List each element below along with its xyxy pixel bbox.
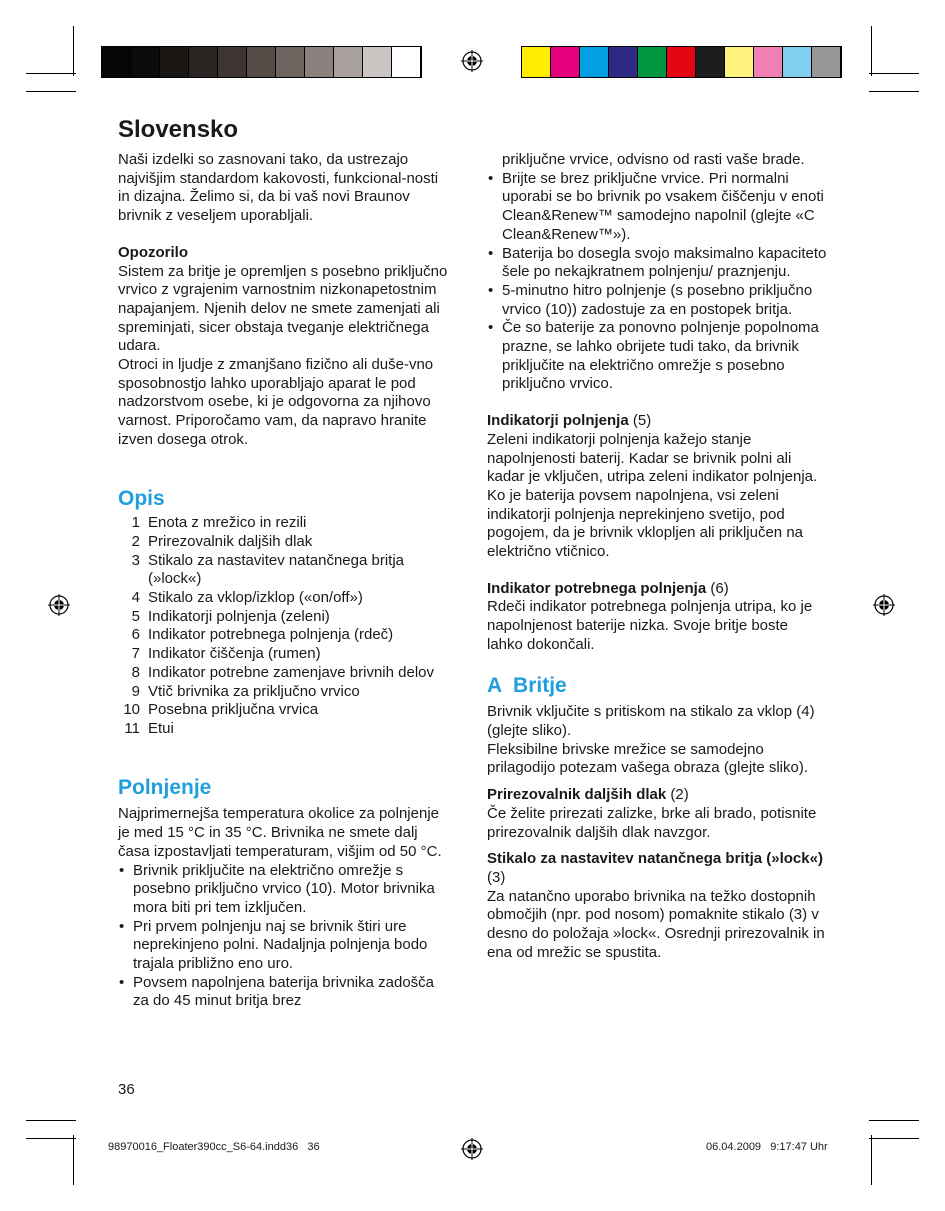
lock-text: Za natančno uporabo brivnika na težko dostopnih območjih (npr. pod nosom) pomaknite stikalo (3) v desno do položaja »lock«. Osrednji prirezovalnik in ena od mrežic se spustita. — [487, 887, 825, 961]
list-item-number: 7 — [131, 645, 140, 663]
charge-indicator-ref: (5) — [628, 412, 652, 430]
color-swatch — [696, 47, 725, 77]
lock-ref: (3) — [487, 868, 506, 886]
list-item: • 5-minutno hitro polnjenje (s posebno priključno vrvico (10)) zadostuje za en postopek britja. — [487, 282, 827, 319]
color-swatch — [189, 47, 218, 77]
trimmer-ref: (2) — [666, 786, 689, 804]
color-swatch — [160, 47, 189, 77]
list-item-text: Indikator potrebnega polnjenja (rdeč) — [148, 626, 394, 644]
crop-mark — [869, 91, 919, 92]
color-swatch — [334, 47, 363, 77]
crop-mark — [26, 73, 76, 74]
section-heading-opis: Opis — [118, 486, 165, 510]
color-swatch — [551, 47, 580, 77]
trimmer-text: Če želite prirezati zalizke, brke ali brado, potisnite prirezovalnik daljših dlak navzgor. — [487, 804, 817, 841]
shaving-text: Brivnik vključite s pritiskom na stikalo za vklop (4) (glejte sliko). — [487, 703, 815, 739]
list-item-text: Stikalo za nastavitev natančnega britja (»lock«) — [148, 551, 404, 588]
right-column — [487, 151, 827, 962]
color-swatch — [276, 47, 305, 77]
crop-mark — [871, 26, 872, 76]
registration-mark-icon — [48, 594, 70, 616]
crop-mark — [869, 73, 919, 74]
crop-mark — [26, 1120, 76, 1121]
crop-mark — [73, 1135, 74, 1185]
low-charge-heading — [487, 580, 827, 599]
charge-indicator-title: Indikatorji polnjenja — [487, 412, 629, 430]
list-item-number: 4 — [131, 589, 140, 607]
list-item-text: Posebna priključna vrvica — [148, 701, 319, 719]
color-swatch — [754, 47, 783, 77]
page-number: 36 — [118, 1081, 135, 1098]
print-timestamp: 06.04.2009 9:17:47 Uhr — [706, 1141, 828, 1153]
low-charge-ref: (6) — [706, 579, 729, 597]
list-item-number: 2 — [131, 532, 140, 550]
page-title: Slovensko — [118, 116, 239, 143]
lock-title: Stikalo za nastavitev natančnega britja (»lock«) — [487, 850, 823, 868]
list-item-text: Indikator potrebne zamenjave brivnih delov — [148, 663, 435, 681]
list-item-text: Vtič brivnika za priključno vrvico — [148, 682, 360, 700]
list-item: • Povsem napolnjena baterija brivnika zadošča za do 45 minut britja brez — [118, 974, 448, 1011]
warning-paragraph: Sistem za britje je opremljen s posebno priključno vrvico z vgrajenim varnostnim nizkonapetostnim napajanjem. Njenih delov ne smete zamenjati ali spreminjati, sicer obstaja tveganje električnega udara. — [118, 262, 448, 355]
color-swatch — [363, 47, 392, 77]
list-item-text: Stikalo za vklop/izklop («on/off») — [148, 589, 363, 607]
file-info: 98970016_Floater390cc_S6-64.indd36 36 — [108, 1141, 320, 1153]
list-item — [118, 552, 448, 589]
warning-paragraph-children: Otroci in ljudje z zmanjšano fizično ali duše-vno sposobnostjo lahko uporabljajo aparat le pod nadzorstvom osebe, ki je odgovorna za njihovo varnost. Priporočamo vam, da napravo hranite izven dosega otrok. — [118, 356, 434, 448]
list-item — [118, 645, 448, 664]
crop-mark — [871, 1135, 872, 1185]
charging-bullet-list-continued — [487, 170, 827, 394]
lock-heading — [487, 850, 827, 887]
intro-paragraph: Naši izdelki so zasnovani tako, da ustrezajo najvišjim standardom kakovosti, funkcional-nosti in dizajna. Želimo si, da bi vaš novi Braunov brivnik z veseljem uporabljali. — [118, 151, 439, 225]
list-item — [118, 664, 448, 683]
crop-mark — [869, 1120, 919, 1121]
color-swatch — [102, 47, 131, 77]
list-item-number: 9 — [131, 682, 140, 700]
list-item-number: 3 — [131, 551, 140, 569]
list-item-number: 6 — [131, 626, 140, 644]
registration-mark-icon — [461, 1138, 483, 1160]
list-item — [118, 720, 448, 739]
continuation-text: priključne vrvice, odvisno od rasti vaše brade. — [502, 151, 805, 168]
registration-mark-icon — [461, 50, 483, 72]
left-column — [118, 151, 448, 1011]
color-swatch — [247, 47, 276, 77]
list-item-number: 10 — [123, 701, 140, 719]
list-item — [118, 683, 448, 702]
list-item — [118, 514, 448, 533]
list-item-number: 11 — [124, 719, 140, 737]
color-calibration-bar — [521, 46, 842, 78]
list-item: • Brivnik priključite na električno omrežje s posebno priključno vrvico (10). Motor brivnika mora biti pri tem izključen. — [118, 862, 448, 918]
list-item-text: Prirezovalnik daljših dlak — [148, 532, 313, 550]
list-item — [118, 589, 448, 608]
list-item — [118, 533, 448, 552]
list-item — [118, 626, 448, 645]
color-swatch — [783, 47, 812, 77]
charging-bullet-list — [118, 862, 448, 1012]
list-item-number: 8 — [131, 663, 140, 681]
color-swatch — [725, 47, 754, 77]
color-swatch — [667, 47, 696, 77]
trimmer-heading — [487, 786, 827, 805]
color-swatch — [522, 47, 551, 77]
color-swatch — [609, 47, 638, 77]
registration-mark-icon — [873, 594, 895, 616]
list-item — [118, 701, 448, 720]
gray-calibration-bar — [101, 46, 422, 78]
warning-heading: Opozorilo — [118, 243, 188, 261]
list-item-number: 5 — [131, 607, 140, 625]
list-item-number: 1 — [131, 514, 140, 532]
list-item: • Baterija bo dosegla svojo maksimalno kapaciteto šele po nekajkratnem polnjenju/ praznjenju. — [487, 245, 827, 282]
color-swatch — [812, 47, 841, 77]
crop-mark — [26, 1138, 76, 1139]
shaving-text-foils: Fleksibilne brivske mrežice se samodejno prilagodijo potezam vašega obraza (glejte sliko). — [487, 740, 809, 777]
color-swatch — [305, 47, 334, 77]
list-item — [118, 608, 448, 627]
list-item-text: Indikatorji polnjenja (zeleni) — [148, 607, 330, 625]
crop-mark — [26, 91, 76, 92]
list-item-text: Enota z mrežico in rezili — [148, 514, 307, 532]
section-heading-britje: A Britje — [487, 673, 567, 697]
color-swatch — [131, 47, 160, 77]
list-item-text: Indikator čiščenja (rumen) — [148, 645, 321, 663]
section-heading-polnjenje: Polnjenje — [118, 775, 212, 799]
list-item: • Če so baterije za ponovno polnjenje popolnoma prazne, se lahko obrijete tudi tako, da brivnik priključite na električno omrežje s posebno priključno vrvico. — [487, 319, 827, 394]
trimmer-title: Prirezovalnik daljših dlak — [487, 786, 667, 804]
charging-intro: Najprimernejša temperatura okolice za polnjenje je med 15 °C in 35 °C. Brivnika ne smete dalj časa izpostavljati temperaturam, višjim od 50 °C. — [118, 805, 442, 860]
low-charge-text: Rdeči indikator potrebnega polnjenja utripa, ko je napolnjenost baterije nizka. Svoje britje boste lahko dokončali. — [487, 598, 813, 653]
crop-mark — [869, 1138, 919, 1139]
crop-mark — [73, 26, 74, 76]
list-item-text: Etui — [148, 719, 174, 737]
charge-indicator-heading — [487, 412, 827, 431]
list-item: • Pri prvem polnjenju naj se brivnik štiri ure neprekinjeno polni. Nadaljnja polnjenja bodo trajala približno eno uro. — [118, 918, 448, 974]
color-swatch — [218, 47, 247, 77]
charge-indicator-text: Zeleni indikatorji polnjenja kažejo stanje napolnjenosti baterij. Kadar se brivnik polni ali kadar je vključen, utripa zeleni indikator polnjenja. Ko je baterija povsem napolnjena, vsi zeleni indikatorji polnjenja neprekinjeno svetijo, pod pogojem, da je brivnik vklopljen ali priključen na električno vtičnico. — [487, 430, 818, 561]
list-item: • Brijte se brez priključne vrvice. Pri normalni uporabi se bo brivnik po vsakem čiščenju v enoti Clean&Renew™ samodejno napolnil (glejte «C Clean&Renew™»). — [487, 170, 827, 245]
low-charge-title: Indikator potrebnega polnjenja — [487, 579, 707, 597]
color-swatch — [392, 47, 421, 77]
parts-list — [118, 514, 448, 738]
color-swatch — [638, 47, 667, 77]
color-swatch — [580, 47, 609, 77]
